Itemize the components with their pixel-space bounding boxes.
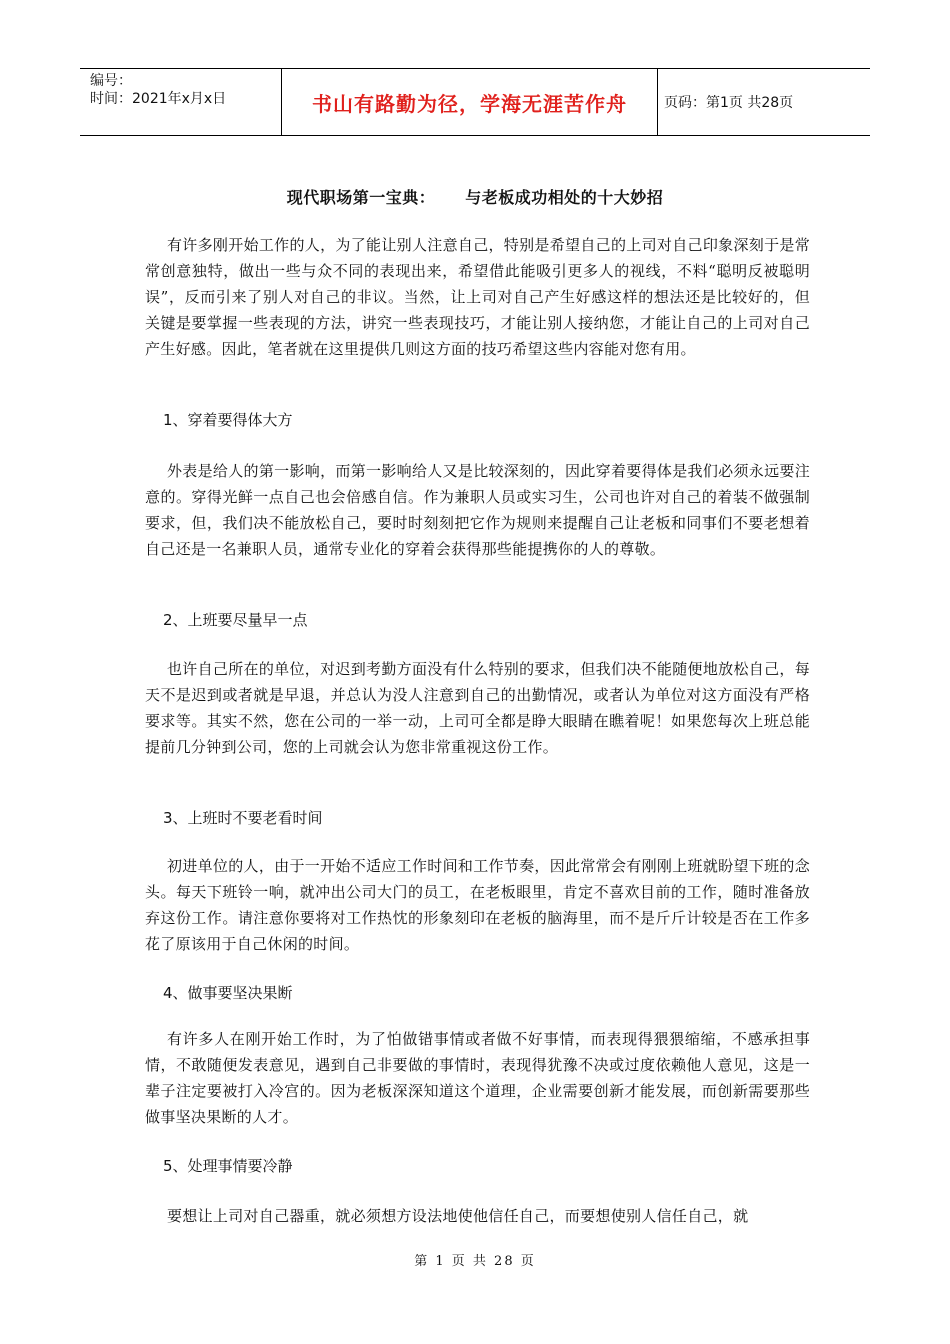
section-body-2: 也许自己所在的单位，对迟到考勤方面没有什么特别的要求，但我们决不能随便地放松自己，每天不是迟到或者就是早退，并总认为没人注意到自己的出勤情况，或者认为单位对这方面没有严格要求等。其实不然，您在公司的一举一动，上司可全都是睁大眼睛在瞧着呢！如果您每次上班总能提前几分钟到公司，您的上司就会认为您非常重视这份工作。: [145, 660, 810, 756]
section-heading-2: 2、上班要尽量早一点: [163, 611, 308, 629]
title-part-1: 现代职场第一宝典：: [286, 188, 436, 207]
section-body-4: 有许多人在刚开始工作时，为了怕做错事情或者做不好事情，而表现得猥猥缩缩，不感承担事情，不敢随便发表意见，遇到自己非要做的事情时，表现得犹豫不决或过度依赖他人意见，这是一辈子注定要被打入冷宫的。因为老板深深知道这个道理，企业需要创新才能发展，而创新需要那些做事坚决果断的人才。: [145, 1030, 810, 1126]
intro-paragraph: 有许多刚开始工作的人，为了能让别人注意自己，特别是希望自己的上司对自己印象深刻于是常常创意独特，做出一些与众不同的表现出来，希望借此能吸引更多人的视线，不料“聪明反被聪明误”，反而引来了别人对自己的非议。当然，让上司对自己产生好感这样的想法还是比较好的，但关键是要掌握一些表现的方法，讲究一些表现技巧，才能让别人接纳您，才能让自己的上司对自己产生好感。因此，笔者就在这里提供几则这方面的技巧希望这些内容能对您有用。: [145, 236, 810, 358]
page-footer: 第 1 页 共 28 页: [414, 1254, 536, 1269]
section-heading-4: 4、做事要坚决果断: [163, 984, 293, 1002]
document-number: 编号：: [90, 73, 132, 89]
document-date: 时间：2021年x月x日: [90, 91, 227, 107]
section-heading-5: 5、处理事情要冷静: [163, 1157, 293, 1175]
document-header: [80, 68, 870, 136]
section-body-5: 要想让上司对自己器重，就必须想方设法地使他信任自己，而要想使别人信任自己，就: [167, 1207, 749, 1225]
section-body-3: 初进单位的人，由于一开始不适应工作时间和工作节奏，因此常常会有刚刚上班就盼望下班的念头。每天下班铃一响，就冲出公司大门的员工，在老板眼里，肯定不喜欢目前的工作，随时准备放弃这份工作。请注意你要将对工作热忱的形象刻印在老板的脑海里，而不是斤斤计较是否在工作多花了原该用于自己休闲的时间。: [145, 857, 810, 953]
section-body-1: 外表是给人的第一影响，而第一影响给人又是比较深刻的，因此穿着要得体是我们必须永远要注意的。穿得光鲜一点自己也会倍感自信。作为兼职人员或实习生，公司也许对自己的着装不做强制要求，但，我们决不能放松自己，要时时刻刻把它作为规则来提醒自己让老板和同事们不要老想着自己还是一名兼职人员，通常专业化的穿着会获得那些能提携你的人的尊敬。: [145, 462, 810, 558]
document-title: [0, 185, 950, 208]
header-motto: 书山有路勤为径，学海无涯苦作舟: [282, 69, 658, 135]
section-heading-3: 3、上班时不要老看时间: [163, 809, 323, 827]
title-part-2: 与老板成功相处的十大妙招: [465, 188, 664, 207]
header-page-info: 页码：第1页 共28页: [664, 95, 794, 111]
header-meta: [80, 69, 282, 135]
section-heading-1: 1、穿着要得体大方: [163, 411, 293, 429]
